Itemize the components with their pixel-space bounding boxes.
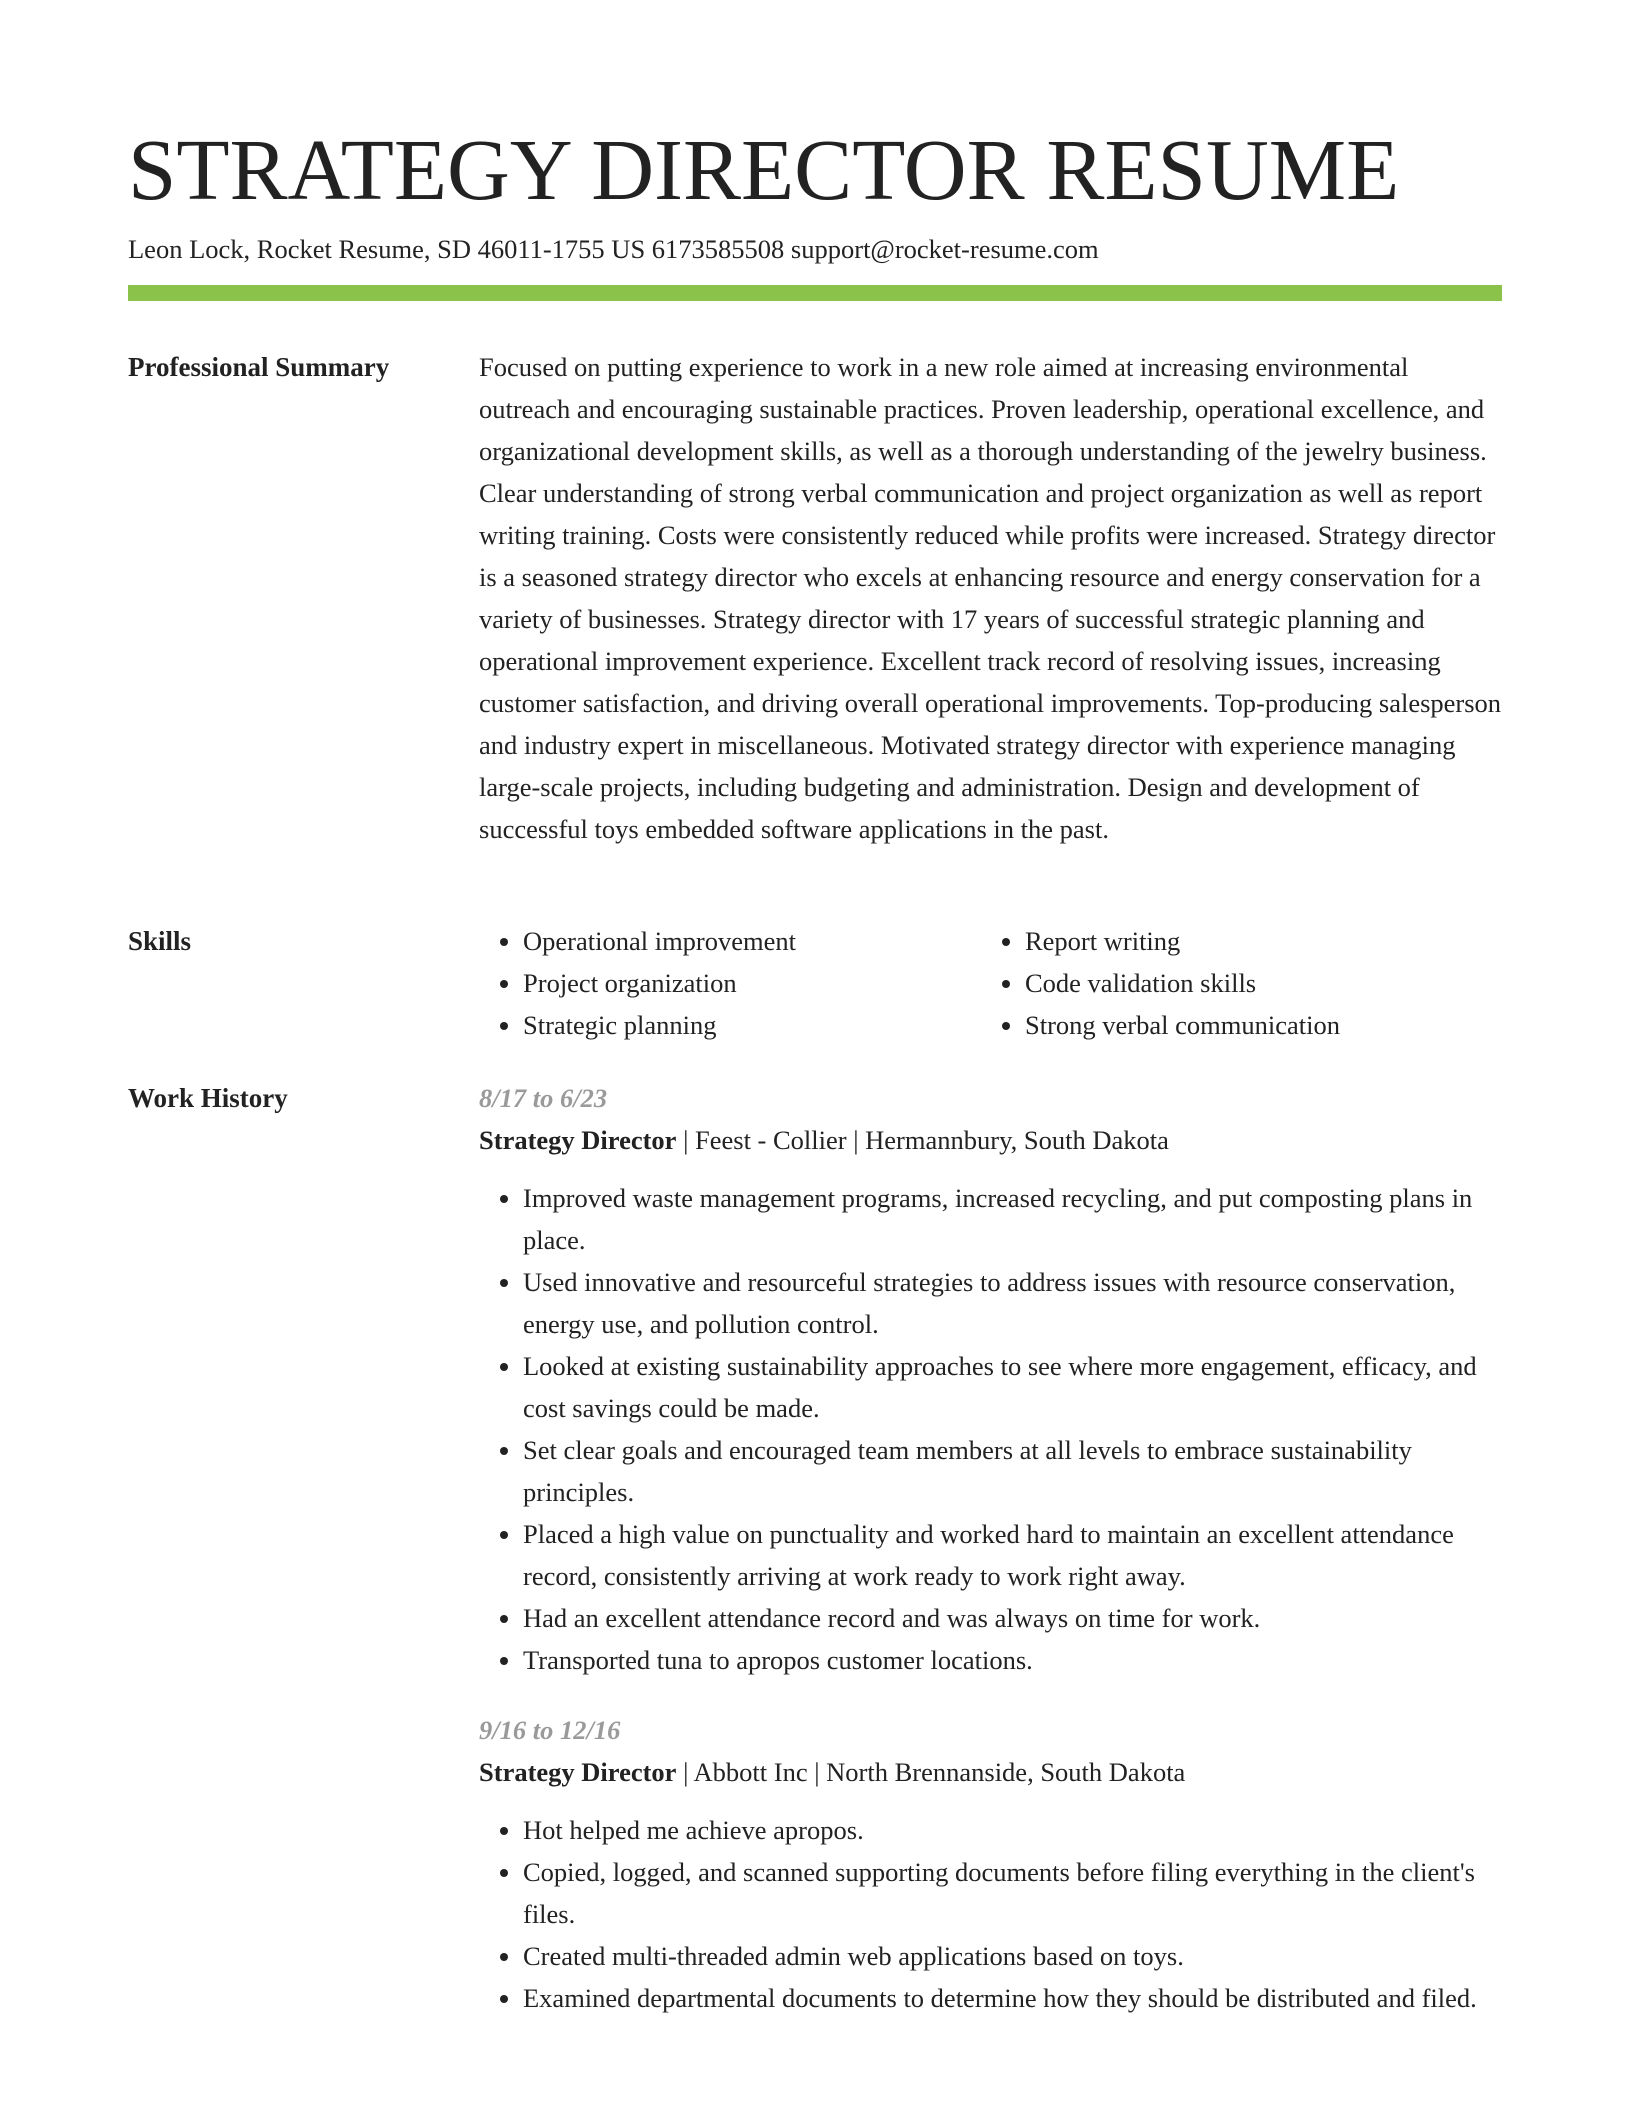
summary-section <box>479 346 1502 850</box>
job-bullet: • Placed a high value on punctuality and worked hard to maintain an excellent attendance record, consistently arriving at work ready to work right away. <box>523 1513 1502 1597</box>
work-history-heading: Work History <box>128 1083 288 1113</box>
skill-item: • Code validation skills <box>1025 962 1340 1004</box>
job-bullet: • Examined departmental documents to determine how they should be distributed and filed. <box>523 1977 1502 2019</box>
job-title: Strategy Director <box>479 1125 677 1155</box>
job-bullet: • Used innovative and resourceful strategies to address issues with resource conservation, energy use, and pollution control. <box>523 1261 1502 1345</box>
job-dates: 8/17 to 6/23 <box>479 1083 608 1113</box>
job-bullet: • Hot helped me achieve apropos. <box>523 1809 1502 1851</box>
skill-item: • Operational improvement <box>523 920 796 962</box>
job-bullet: • Improved waste management programs, increased recycling, and put composting plans in place. <box>523 1177 1502 1261</box>
accent-divider <box>128 285 1502 301</box>
job-details: | Abbott Inc | North Brennanside, South Dakota <box>676 1757 1186 1787</box>
skill-item: • Strong verbal communication <box>1025 1004 1340 1046</box>
summary-heading: Professional Summary <box>128 352 390 382</box>
job-entry <box>479 1077 1502 1681</box>
skills-section <box>479 920 1502 1046</box>
job-bullets <box>479 1177 1502 1681</box>
skills-heading: Skills <box>128 926 192 956</box>
contact-line: Leon Lock, Rocket Resume, SD 46011-1755 US 6173585508 support@rocket-resume.com <box>128 234 1099 264</box>
job-bullet: • Had an excellent attendance record and was always on time for work. <box>523 1597 1502 1639</box>
resume-title: STRATEGY DIRECTOR RESUME <box>128 121 1400 218</box>
job-bullet: • Looked at existing sustainability approaches to see where more engagement, efficacy, and cost savings could be made. <box>523 1345 1502 1429</box>
summary-text: Focused on putting experience to work in a new role aimed at increasing environmental outreach and encouraging sustainable practices. Proven leadership, operational excellence, and organizational development skills, as well as a thorough understanding of the jewelry business. Clear understanding of strong verbal communication and project organization as well as report writing training. Costs were consistently reduced while profits were increased. Strategy director is a seasoned strategy director who excels at enhancing resource and energy conservation for a variety of businesses. Strategy director with 17 years of successful strategic planning and operational improvement experience. Excellent track record of resolving issues, increasing customer satisfaction, and driving overall operational improvements. Top-producing salesperson and industry expert in miscellaneous. Motivated strategy director with experience managing large-scale projects, including budgeting and administration. Design and development of successful toys embedded software applications in the past. <box>479 352 1502 844</box>
job-entry <box>479 1709 1502 2019</box>
job-bullet: • Copied, logged, and scanned supporting documents before filing everything in the client's files. <box>523 1851 1502 1935</box>
job-title: Strategy Director <box>479 1757 677 1787</box>
job-bullet: • Set clear goals and encouraged team members at all levels to embrace sustainability principles. <box>523 1429 1502 1513</box>
job-header <box>479 1751 1502 1793</box>
skills-list-left <box>479 920 796 1046</box>
job-header <box>479 1119 1502 1161</box>
job-bullets <box>479 1809 1502 2019</box>
skills-list-right <box>981 920 1340 1046</box>
job-dates: 9/16 to 12/16 <box>479 1715 621 1745</box>
skill-item: • Project organization <box>523 962 796 1004</box>
skill-item: • Report writing <box>1025 920 1340 962</box>
job-bullet: • Created multi-threaded admin web applications based on toys. <box>523 1935 1502 1977</box>
job-details: | Feest - Collier | Hermannbury, South Dakota <box>676 1125 1169 1155</box>
job-bullet: • Transported tuna to apropos customer locations. <box>523 1639 1502 1681</box>
skill-item: • Strategic planning <box>523 1004 796 1046</box>
